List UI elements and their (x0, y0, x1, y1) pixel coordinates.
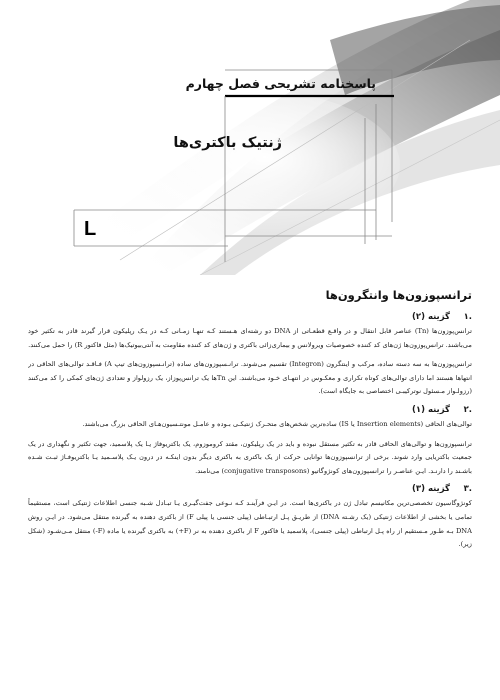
question-header (28, 312, 472, 322)
question-header (28, 484, 472, 494)
explanation-paragraph: توالی‌های الحاقی (Insertion elements یا IS) ساده‌ترین شخص‌های متحـرک ژنتیکـی بـوده و عامـل مونتـسیون‌هـای الحاقی بزرگ می‌باشند. (82, 419, 472, 428)
question-number: .۳ (463, 484, 472, 495)
question-item (28, 405, 472, 478)
explanation-paragraph: ترانس‌پوزون‌ها به سه دسته ساده، مرکب و اینتگرون (Integron) تقسیم می‌شوند. ترانـسپوزون‌های ساده (ترانـسپوزون‌های تیپ A) فـاقـد توالی‌های الحاقی در انتهاها هستند اما دارای توالی‌های کوتاه تکراری و معکـوس در انتهـای خـود می‌باشند. این Tnها یک ترانس‌پوزاز، یک رزولواز و تعدادی ژن‌های کمکی را کد می‌کنند (رزولـواز مـسئول نوترکیبـی اختصاصی به جایگاه است). (28, 360, 472, 396)
section-title: ترانسپوزون‌ها وانتگرون‌ها (325, 288, 472, 302)
answer-option: گزینه (۳) (412, 484, 450, 495)
answer-option: گزینه (۱) (412, 404, 450, 415)
explanation-paragraph: ترانسپوزون‌ها و توالی‌های الحاقی قادر به تکثیر مستقل نبوده و باید در یک رپلیکون، مقتد کروموزوم، یک باکتریوفاژ یـا یک پلاسمید، جهت تکثیر و نگهداری در یک جمعیت باکتریایی وارد شوند. برخی از ترانسپوزون‌ها توانایی حرکت از یک باکتری به باکتری دیگر بدون اینکـه در درون یـک پلاسـمید یـا باکتریوفـاژ ثبـت شـده باشـند را دارنـد. ایـن عناصـر را ترانسپوزون‌های کونژوگاتیو (conjugative transposons) می‌نامند. (28, 439, 472, 475)
explanation-paragraph: ترانس‌پوزون‌ها (Tn) عناصر قابل انتقال و در واقـع قطعـاتی از DNA دو رشته‌ای هـستند کـه تنهـا زمـانی کـه در یـک رپلیکون قرار گیرند قادر به تکثیر خود می‌باشند. ترانس‌پوزون‌ها ژن‌های کد کننده خصوصیات ویرولانس و بیماری‌زائی باکتری و ژن‌های کد کننده مقاومت به آنتی‌بیوتیک‌ها (مثل فاکتور R) را حمل می‌کنند. (28, 327, 472, 349)
explanation-paragraph: کونژوگاسیون تخصصی‌ترین مکانیسم تبادل ژن در باکتری‌ها است. در ایـن فرآینـد کـه نـوعی جفت‌گیـری یـا تبـادل شـبه جنسی اطلاعات ژنتیکی است، مستقیماً تمامی یا بخشی از اطلاعات ژنتیکی (یک رشـته DNA) از طریـق پـل ارتبـاطی (پیلی جنسی یا پیلی F) از باکتری دهنده به گیرنده منتقل می‌شود. در ایـن روش DNA بـه طـور مـستقیم از راه پـل ارتباطی (پیلی جنسی)، پلاسمید یا فاکتور F از باکتری دهنده به نر (F+) به باکتری گیرنده یا ماده (F-) منتقل مـی‌شـود (شکل زیر). (28, 499, 472, 549)
question-header (28, 405, 472, 415)
question-item (28, 484, 472, 551)
header-subtitle: پاسخنامه تشریحی فصل چهارم (185, 76, 376, 91)
question-number: .۲ (463, 404, 472, 415)
chapter-letter: L (84, 218, 97, 240)
chapter-banner (0, 0, 500, 275)
answer-option: گزینه (۲) (412, 312, 450, 322)
chapter-title: ژنتیک باکتری‌ها (173, 135, 282, 151)
page-content (28, 288, 472, 690)
question-item (28, 312, 472, 399)
question-number: .۱ (463, 312, 472, 322)
